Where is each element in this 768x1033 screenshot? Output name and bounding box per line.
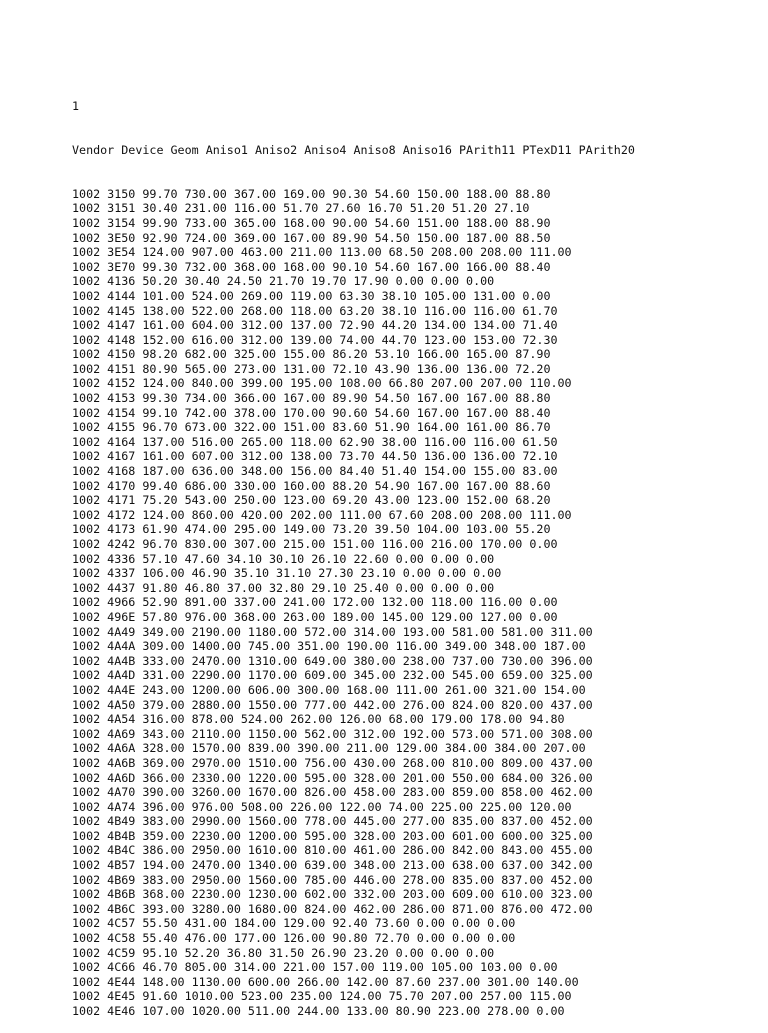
document-page — [72, 70, 752, 1033]
table-row: 1002 3154 99.90 733.00 365.00 168.00 90.00 54.60 151.00 188.00 88.90 — [72, 215, 551, 230]
table-row: 1002 4E44 148.00 1130.00 600.00 266.00 142.00 87.60 237.00 301.00 140.00 — [72, 974, 579, 989]
table-row: 1002 4C66 46.70 805.00 314.00 221.00 157.00 119.00 105.00 103.00 0.00 — [72, 960, 558, 975]
table-row: 1002 4136 50.20 30.40 24.50 21.70 19.70 17.90 0.00 0.00 0.00 — [72, 274, 495, 289]
table-row: 1002 4966 52.90 891.00 337.00 241.00 172.00 132.00 118.00 116.00 0.00 — [72, 595, 558, 610]
table-row: 1002 4145 138.00 522.00 268.00 118.00 63.20 38.10 116.00 116.00 61.70 — [72, 303, 558, 318]
table-row: 1002 4173 61.90 474.00 295.00 149.00 73.20 39.50 104.00 103.00 55.20 — [72, 522, 551, 537]
table-row: 1002 3E70 99.30 732.00 368.00 168.00 90.10 54.60 167.00 166.00 88.40 — [72, 259, 551, 274]
table-row: 1002 4337 106.00 46.90 35.10 31.10 27.30 23.10 0.00 0.00 0.00 — [72, 566, 502, 581]
table-row: 1002 4A54 316.00 878.00 524.00 262.00 126.00 68.00 179.00 178.00 94.80 — [72, 712, 565, 727]
table-row: 1002 4B6C 393.00 3280.00 1680.00 824.00 462.00 286.00 871.00 876.00 472.00 — [72, 901, 593, 916]
table-row: 1002 4A4A 309.00 1400.00 745.00 351.00 190.00 116.00 349.00 348.00 187.00 — [72, 639, 586, 654]
table-row: 1002 4164 137.00 516.00 265.00 118.00 62.90 38.00 116.00 116.00 61.50 — [72, 434, 558, 449]
table-row: 1002 4A6A 328.00 1570.00 839.00 390.00 211.00 129.00 384.00 384.00 207.00 — [72, 741, 586, 756]
table-row: 1002 4A74 396.00 976.00 508.00 226.00 122.00 74.00 225.00 225.00 120.00 — [72, 799, 572, 814]
table-row: 1002 4A50 379.00 2880.00 1550.00 777.00 442.00 276.00 824.00 820.00 437.00 — [72, 697, 593, 712]
table-header: Vendor Device Geom Aniso1 Aniso2 Aniso4 Aniso8 Aniso16 PArith11 PTexD11 PArith20 — [72, 142, 635, 157]
table-row: 1002 4B49 383.00 2990.00 1560.00 778.00 445.00 277.00 835.00 837.00 452.00 — [72, 814, 593, 829]
table-row: 1002 4A6D 366.00 2330.00 1220.00 595.00 328.00 201.00 550.00 684.00 326.00 — [72, 770, 593, 785]
table-row: 1002 3E50 92.90 724.00 369.00 167.00 89.90 54.50 150.00 187.00 88.50 — [72, 230, 551, 245]
table-row: 1002 4155 96.70 673.00 322.00 151.00 83.60 51.90 164.00 161.00 86.70 — [72, 420, 551, 435]
table-row: 1002 4437 91.80 46.80 37.00 32.80 29.10 25.40 0.00 0.00 0.00 — [72, 580, 495, 595]
table-row: 1002 4A70 390.00 3260.00 1670.00 826.00 458.00 283.00 859.00 858.00 462.00 — [72, 785, 593, 800]
table-row: 1002 4151 80.90 565.00 273.00 131.00 72.10 43.90 136.00 136.00 72.20 — [72, 361, 551, 376]
table-row: 1002 4A4B 333.00 2470.00 1310.00 649.00 380.00 238.00 737.00 730.00 396.00 — [72, 653, 593, 668]
table-row: 1002 4167 161.00 607.00 312.00 138.00 73.70 44.50 136.00 136.00 72.10 — [72, 449, 558, 464]
page-number: 1 — [72, 99, 80, 114]
table-row: 1002 4148 152.00 616.00 312.00 139.00 74.00 44.70 123.00 153.00 72.30 — [72, 332, 558, 347]
table-row: 1002 3151 30.40 231.00 116.00 51.70 27.60 16.70 51.20 51.20 27.10 — [72, 201, 530, 216]
table-row: 1002 4A4E 243.00 1200.00 606.00 300.00 168.00 111.00 261.00 321.00 154.00 — [72, 682, 586, 697]
table-row: 1002 4242 96.70 830.00 307.00 215.00 151.00 116.00 216.00 170.00 0.00 — [72, 537, 558, 551]
table-row: 1002 4153 99.30 734.00 366.00 167.00 89.90 54.50 167.00 167.00 88.80 — [72, 391, 551, 406]
table-row: 1002 4336 57.10 47.60 34.10 30.10 26.10 22.60 0.00 0.00 0.00 — [72, 551, 495, 566]
table-row: 1002 4C57 55.50 431.00 184.00 129.00 92.40 73.60 0.00 0.00 0.00 — [72, 916, 516, 931]
table-row: 1002 4C58 55.40 476.00 177.00 126.00 90.80 72.70 0.00 0.00 0.00 — [72, 931, 516, 946]
table-row: 1002 496E 57.80 976.00 368.00 263.00 189.00 145.00 129.00 127.00 0.00 — [72, 609, 558, 624]
table-row: 1002 4168 187.00 636.00 348.00 156.00 84.40 51.40 154.00 155.00 83.00 — [72, 464, 558, 479]
table-row: 1002 4147 161.00 604.00 312.00 137.00 72.90 44.20 134.00 134.00 71.40 — [72, 318, 558, 333]
table-row: 1002 4B4B 359.00 2230.00 1200.00 595.00 328.00 203.00 601.00 600.00 325.00 — [72, 828, 593, 843]
table-row: 1002 4B57 194.00 2470.00 1340.00 639.00 348.00 213.00 638.00 637.00 342.00 — [72, 858, 593, 873]
table-row: 1002 4A69 343.00 2110.00 1150.00 562.00 312.00 192.00 573.00 571.00 308.00 — [72, 726, 593, 741]
table-row: 1002 4152 124.00 840.00 399.00 195.00 108.00 66.80 207.00 207.00 110.00 — [72, 376, 572, 391]
table-row: 1002 3E54 124.00 907.00 463.00 211.00 113.00 68.50 208.00 208.00 111.00 — [72, 245, 572, 260]
table-row: 1002 4B6B 368.00 2230.00 1230.00 602.00 332.00 203.00 609.00 610.00 323.00 — [72, 887, 593, 902]
table-row: 1002 4A6B 369.00 2970.00 1510.00 756.00 430.00 268.00 810.00 809.00 437.00 — [72, 755, 593, 770]
table-row: 1002 4144 101.00 524.00 269.00 119.00 63.30 38.10 105.00 131.00 0.00 — [72, 288, 551, 303]
table-row: 1002 3150 99.70 730.00 367.00 169.00 90.30 54.60 150.00 188.00 88.80 — [72, 186, 551, 201]
table-body — [72, 187, 752, 1019]
table-row: 1002 4172 124.00 860.00 420.00 202.00 111.00 67.60 208.00 208.00 111.00 — [72, 507, 572, 522]
table-row: 1002 4B4C 386.00 2950.00 1610.00 810.00 461.00 286.00 842.00 843.00 455.00 — [72, 843, 593, 858]
table-row: 1002 4B69 383.00 2950.00 1560.00 785.00 446.00 278.00 835.00 837.00 452.00 — [72, 872, 593, 887]
table-row: 1002 4C59 95.10 52.20 36.80 31.50 26.90 23.20 0.00 0.00 0.00 — [72, 945, 495, 960]
table-row: 1002 4A4D 331.00 2290.00 1170.00 609.00 345.00 232.00 545.00 659.00 325.00 — [72, 668, 593, 683]
table-row: 1002 4150 98.20 682.00 325.00 155.00 86.20 53.10 166.00 165.00 87.90 — [72, 347, 551, 362]
table-row: 1002 4E46 107.00 1020.00 511.00 244.00 133.00 80.90 223.00 278.00 0.00 — [72, 1004, 565, 1018]
table-row: 1002 4E45 91.60 1010.00 523.00 235.00 124.00 75.70 207.00 257.00 115.00 — [72, 989, 572, 1004]
table-row: 1002 4171 75.20 543.00 250.00 123.00 69.20 43.00 123.00 152.00 68.20 — [72, 493, 551, 508]
table-row: 1002 4170 99.40 686.00 330.00 160.00 88.20 54.90 167.00 167.00 88.60 — [72, 478, 551, 493]
table-row: 1002 4A49 349.00 2190.00 1180.00 572.00 314.00 193.00 581.00 581.00 311.00 — [72, 624, 593, 639]
table-row: 1002 4154 99.10 742.00 378.00 170.00 90.60 54.60 167.00 167.00 88.40 — [72, 405, 551, 420]
